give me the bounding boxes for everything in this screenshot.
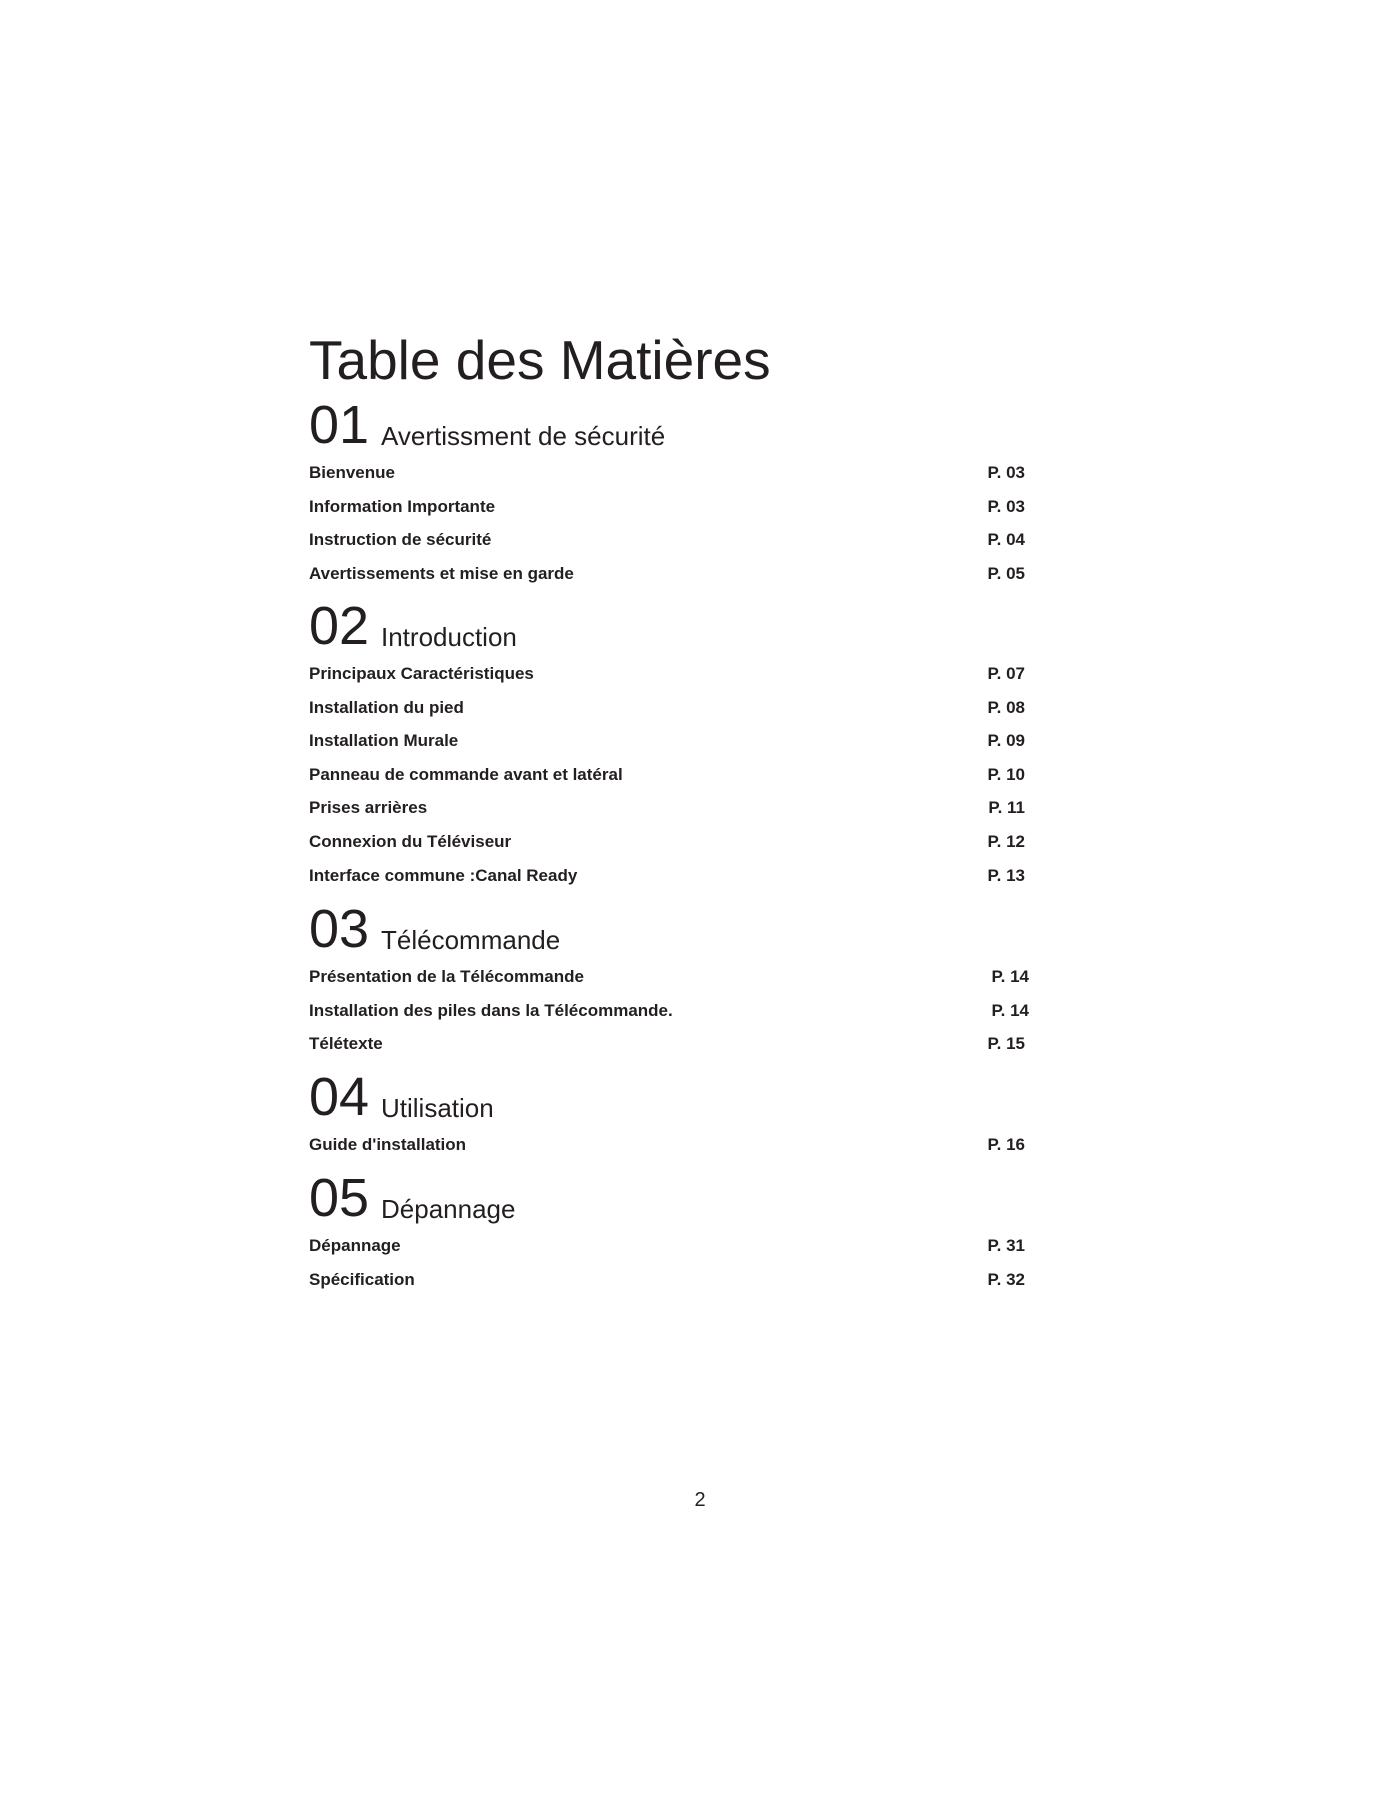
toc-entry-label: Télétexte (309, 1034, 383, 1054)
toc-entry-page: P. 08 (987, 697, 1025, 717)
toc-section-01 (309, 392, 1029, 590)
page-title: Table des Matières (309, 329, 771, 391)
toc-entry (309, 1128, 1029, 1162)
toc-entry-list (309, 657, 1029, 892)
section-heading (309, 593, 1029, 657)
toc-entry (309, 1263, 1029, 1297)
section-heading (309, 1064, 1029, 1128)
toc-entry-list (309, 1229, 1029, 1296)
toc-entry (309, 994, 1029, 1028)
toc-section-03 (309, 896, 1029, 1061)
section-number: 02 (309, 596, 370, 656)
section-heading (309, 896, 1029, 960)
toc-entry (309, 456, 1029, 490)
toc-entry-page: P. 14 (991, 967, 1029, 986)
section-title: Utilisation (381, 1093, 494, 1123)
toc-entry-page: P. 14 (991, 1000, 1029, 1020)
section-heading (309, 1165, 1029, 1229)
toc-entry-label: Connexion du Téléviseur (309, 831, 512, 851)
section-title: Avertissment de sécurité (381, 421, 666, 451)
section-number: 03 (309, 899, 370, 959)
toc-entry (309, 490, 1029, 524)
toc-entry-page: P. 15 (987, 1034, 1025, 1054)
toc-entry-list (309, 1128, 1029, 1162)
toc-entry-page: P. 12 (987, 831, 1025, 851)
toc-entry-page: P. 03 (987, 463, 1025, 482)
toc-entry-list (309, 456, 1029, 590)
toc-entry-label: Avertissements et mise en garde (309, 563, 574, 583)
toc-entry-page: P. 16 (987, 1135, 1025, 1154)
toc-entry-page: P. 04 (987, 530, 1025, 550)
toc-entry-page: P. 13 (987, 865, 1025, 885)
section-number: 04 (309, 1067, 370, 1127)
toc-entry-label: Présentation de la Télécommande (309, 967, 584, 986)
toc-section-04 (309, 1064, 1029, 1162)
toc-entry-page: P. 05 (987, 563, 1025, 583)
toc-entry-label: Panneau de commande avant et latéral (309, 764, 623, 784)
toc-entry-label: Installation des piles dans la Télécommande. (309, 1000, 673, 1020)
toc-entry-label: Principaux Caractéristiques (309, 664, 534, 683)
toc-entry-page: P. 11 (988, 798, 1025, 818)
toc-entry-page: P. 10 (987, 764, 1025, 784)
toc-entry-label: Interface commune :Canal Ready (309, 865, 578, 885)
toc-entry-label: Information Importante (309, 496, 496, 516)
toc-entry-label: Instruction de sécurité (309, 530, 492, 550)
section-title: Dépannage (381, 1194, 516, 1224)
toc-entry-label: Prises arrières (309, 798, 428, 818)
section-number: 01 (309, 395, 370, 455)
toc-entry-page: P. 07 (987, 664, 1025, 683)
toc-section-02 (309, 593, 1029, 892)
section-title: Télécommande (381, 925, 561, 955)
section-heading (309, 392, 1029, 456)
toc-entry (309, 859, 1029, 893)
toc-entry-page: P. 32 (987, 1269, 1025, 1289)
toc-entry-page: P. 03 (987, 496, 1025, 516)
toc-entry-list (309, 960, 1029, 1061)
toc-entry-label: Installation du pied (309, 697, 464, 717)
toc-section-05 (309, 1165, 1029, 1296)
toc-entry (309, 691, 1029, 725)
toc-entry-label: Installation Murale (309, 731, 459, 751)
toc-entry (309, 1229, 1029, 1263)
toc-entry (309, 960, 1029, 994)
page-number: 2 (694, 1489, 706, 1511)
toc-entry-page: P. 31 (987, 1236, 1025, 1255)
toc-entry (309, 557, 1029, 591)
toc-entry-label: Dépannage (309, 1236, 401, 1255)
toc-entry-label: Bienvenue (309, 463, 395, 482)
section-number: 05 (309, 1168, 370, 1228)
toc-entry (309, 724, 1029, 758)
toc-entry (309, 1027, 1029, 1061)
toc-entry-label: Spécification (309, 1269, 415, 1289)
toc-entry (309, 657, 1029, 691)
toc-entry (309, 758, 1029, 792)
toc-entry-page: P. 09 (987, 731, 1025, 751)
toc-entry-label: Guide d'installation (309, 1135, 467, 1154)
toc-entry (309, 523, 1029, 557)
toc-entry (309, 791, 1029, 825)
section-title: Introduction (381, 622, 517, 652)
toc-entry (309, 825, 1029, 859)
